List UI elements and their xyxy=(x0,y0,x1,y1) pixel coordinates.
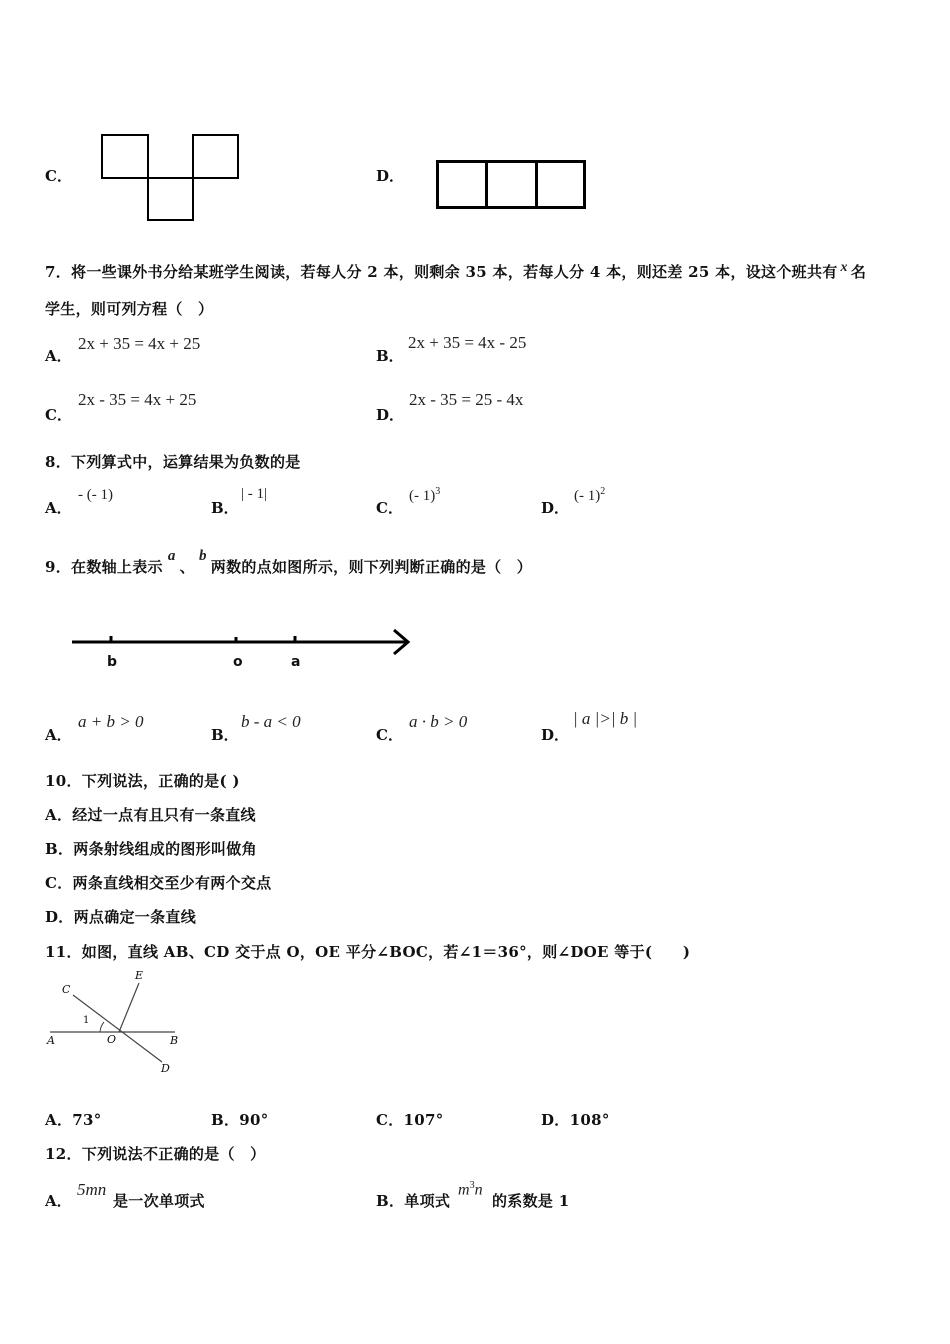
q12-option-b-label: B．单项式 xyxy=(376,1192,451,1210)
q7-option-a-label: A． xyxy=(45,347,72,365)
label-a: A xyxy=(47,1034,55,1047)
q9-var-a: a xyxy=(167,548,176,564)
q9-option-d-label: D． xyxy=(541,726,570,744)
axis-label-a: a xyxy=(291,654,301,670)
q7-option-d-label: D． xyxy=(376,406,405,424)
q9-separator: 、 xyxy=(179,558,195,576)
q9-stem-text-2: 两数的点如图所示，则下列判断正确的是（ ） xyxy=(210,558,533,576)
q10-option-a: A．经过一点有且只有一条直线 xyxy=(45,806,256,824)
label-e: E xyxy=(135,969,144,982)
square-cell xyxy=(192,134,239,179)
q9-stem xyxy=(45,548,533,577)
label-b: B xyxy=(170,1034,179,1047)
q9-option-c-label: C． xyxy=(376,726,403,744)
q9-option-a-formula: a + b > 0 xyxy=(78,712,144,731)
q6-option-d-label: D． xyxy=(376,167,405,185)
axis-label-b: b xyxy=(107,654,118,670)
q12-option-b-n: n xyxy=(474,1181,483,1199)
q8-option-b-label: B． xyxy=(211,499,239,517)
q8-option-d-exponent: 2 xyxy=(600,486,606,497)
q8-option-c-formula xyxy=(409,486,440,505)
q12-option-b-exponent: 3 xyxy=(469,1180,475,1191)
q11-stem: 11．如图，直线 AB、CD 交于点 O，OE 平分∠BOC，若∠1＝36°，则∠DOE 等于( ) xyxy=(45,943,691,961)
ray-oe xyxy=(119,983,139,1032)
q8-option-d-label: D． xyxy=(541,499,570,517)
q7-stem-line2: 学生，则可列方程（ ） xyxy=(45,300,214,318)
q7-variable: x xyxy=(840,260,848,275)
q10-option-c: C．两条直线相交至少有两个交点 xyxy=(45,874,272,892)
q7-option-a-formula: 2x + 35 = 4x + 25 xyxy=(78,334,201,353)
q12-option-b-formula xyxy=(458,1180,483,1199)
q9-number-line xyxy=(60,620,430,680)
q7-option-d-formula: 2x - 35 = 25 - 4x xyxy=(409,390,524,409)
square-cell xyxy=(535,160,586,209)
q10-stem: 10．下列说法，正确的是( ) xyxy=(45,772,240,790)
q9-option-b-label: B． xyxy=(211,726,239,744)
label-d: D xyxy=(161,1062,170,1075)
square-cell xyxy=(101,134,149,179)
q8-option-c-exponent: 3 xyxy=(435,486,441,497)
angle-1-arc xyxy=(100,1022,104,1032)
label-angle-1: 1 xyxy=(83,1015,90,1026)
q7-stem-line1 xyxy=(45,261,866,282)
line-cd xyxy=(73,995,162,1062)
q10-option-b: B．两条射线组成的图形叫做角 xyxy=(45,840,257,858)
q9-option-b-formula: b - a < 0 xyxy=(241,712,301,731)
q7-option-b-formula: 2x + 35 = 4x - 25 xyxy=(408,333,527,352)
q8-option-a-label: A． xyxy=(45,499,72,517)
q11-option-b: B．90° xyxy=(211,1111,269,1129)
q10-option-d: D．两点确定一条直线 xyxy=(45,908,197,926)
q6-option-c-label: C． xyxy=(45,167,72,185)
q8-option-c-label: C． xyxy=(376,499,403,517)
q8-option-d-formula xyxy=(574,486,605,505)
square-cell xyxy=(147,177,194,221)
q7-option-c-formula: 2x - 35 = 4x + 25 xyxy=(78,390,197,409)
q12-option-a-label: A． xyxy=(45,1192,72,1210)
square-cell xyxy=(436,160,488,209)
label-o: O xyxy=(107,1033,117,1046)
q7-stem-text-2: 名 xyxy=(850,263,867,281)
q11-option-a: A．73° xyxy=(45,1111,102,1129)
q9-option-d-formula: | a |>| b | xyxy=(573,709,638,728)
square-cell xyxy=(485,160,538,209)
q9-var-b: b xyxy=(198,548,207,564)
q12-option-b-m: m xyxy=(458,1181,470,1199)
q9-option-c-formula: a · b > 0 xyxy=(409,712,468,731)
q11-option-c: C．107° xyxy=(376,1111,444,1129)
q8-option-c-base: (- 1) xyxy=(409,488,436,504)
q7-option-b-label: B． xyxy=(376,347,404,365)
q12-option-a-text: 是一次单项式 xyxy=(113,1192,205,1210)
q12-stem: 12．下列说法不正确的是（ ） xyxy=(45,1145,266,1163)
q9-option-a-label: A． xyxy=(45,726,72,744)
q8-option-b-formula: | - 1| xyxy=(241,486,268,502)
q8-option-d-base: (- 1) xyxy=(574,488,601,504)
q7-option-c-label: C． xyxy=(45,406,72,424)
q7-stem-text: 7．将一些课外书分给某班学生阅读，若每人分 2 本，则剩余 35 本，若每人分 4 本，则还差 25 本，设这个班共有 xyxy=(45,263,838,281)
label-c: C xyxy=(62,983,71,996)
q9-stem-text: 9．在数轴上表示 xyxy=(45,558,163,576)
q11-option-d: D．108° xyxy=(541,1111,610,1129)
q12-option-a-formula: 5mn xyxy=(77,1180,107,1199)
q8-option-a-formula: - (- 1) xyxy=(78,487,113,503)
q12-option-b-text: 的系数是 1 xyxy=(492,1192,570,1210)
q8-stem: 8．下列算式中，运算结果为负数的是 xyxy=(45,453,301,471)
axis-label-o: o xyxy=(233,654,243,670)
